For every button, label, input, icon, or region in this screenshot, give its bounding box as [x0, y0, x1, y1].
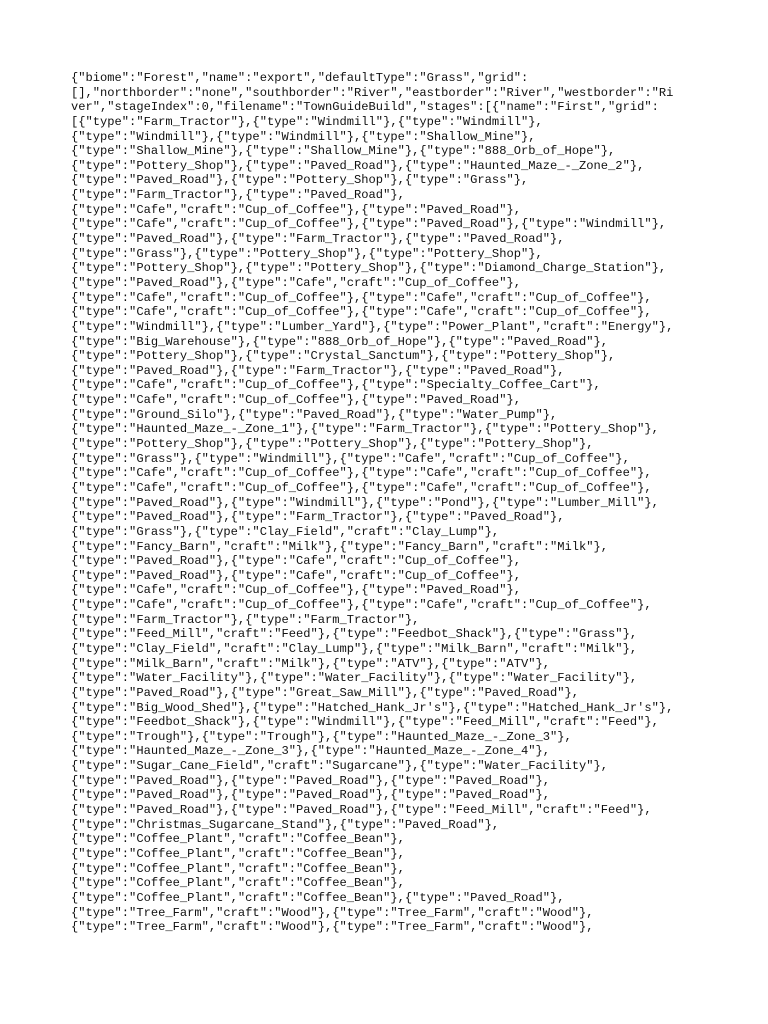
json-text-line: {"type":"Cafe","craft":"Cup_of_Coffee"},{"type":"Cafe","craft":"Cup_of_Coffee"}, [71, 598, 652, 613]
json-text-line: {"type":"Windmill"},{"type":"Lumber_Yard"},{"type":"Power_Plant","craft":"Energy"}, [71, 319, 674, 334]
json-text-line: {"type":"Tree_Farm","craft":"Wood"},{"type":"Tree_Farm","craft":"Wood"}, [71, 905, 594, 920]
json-text-line: {"type":"Paved_Road"},{"type":"Paved_Road"},{"type":"Paved_Road"}, [71, 773, 550, 788]
json-text-line: {"type":"Paved_Road"},{"type":"Pottery_Shop"},{"type":"Grass"}, [71, 173, 529, 188]
json-text-line: {"type":"Big_Warehouse"},{"type":"888_Orb_of_Hope"},{"type":"Paved_Road"}, [71, 334, 609, 349]
json-text-line: {"type":"Cafe","craft":"Cup_of_Coffee"},{"type":"Paved_Road"}, [71, 583, 521, 598]
json-text-line: {"type":"Paved_Road"},{"type":"Farm_Tractor"},{"type":"Paved_Road"}, [71, 510, 565, 525]
json-text-line: {"type":"Paved_Road"},{"type":"Cafe","craft":"Cup_of_Coffee"}, [71, 554, 521, 569]
json-text-line: {"type":"Pottery_Shop"},{"type":"Paved_Road"},{"type":"Haunted_Maze_-_Zone_2"}, [71, 158, 645, 173]
json-text-line: {"type":"Coffee_Plant","craft":"Coffee_Bean"}, [71, 846, 405, 861]
json-text-line: {"type":"Paved_Road"},{"type":"Cafe","craft":"Cup_of_Coffee"}, [71, 275, 521, 290]
json-text-line: {"type":"Coffee_Plant","craft":"Coffee_Bean"}, [71, 861, 405, 876]
json-text-line: {"type":"Coffee_Plant","craft":"Coffee_Bean"}, [71, 832, 405, 847]
json-text-line: {"type":"Grass"},{"type":"Pottery_Shop"},{"type":"Pottery_Shop"}, [71, 246, 543, 261]
json-text-line: {"type":"Trough"},{"type":"Trough"},{"type":"Haunted_Maze_-_Zone_3"}, [71, 729, 572, 744]
json-text-line: {"type":"Grass"},{"type":"Windmill"},{"type":"Cafe","craft":"Cup_of_Coffee"}, [71, 451, 630, 466]
json-text-line: {"type":"Cafe","craft":"Cup_of_Coffee"},{"type":"Paved_Road"},{"type":"Windmill"}, [71, 217, 667, 232]
json-text-line: [{"type":"Farm_Tractor"},{"type":"Windmill"},{"type":"Windmill"}, [71, 114, 543, 129]
json-text-line: {"type":"Cafe","craft":"Cup_of_Coffee"},{"type":"Paved_Road"}, [71, 202, 521, 217]
json-text-line: {"type":"Sugar_Cane_Field","craft":"Sugarcane"},{"type":"Water_Facility"}, [71, 759, 609, 774]
json-text-line: {"type":"Paved_Road"},{"type":"Paved_Road"},{"type":"Feed_Mill","craft":"Feed"}, [71, 803, 652, 818]
json-text-line: {"type":"Haunted_Maze_-_Zone_1"},{"type":"Farm_Tractor"},{"type":"Pottery_Shop"}, [71, 422, 659, 437]
json-text-line: {"type":"Big_Wood_Shed"},{"type":"Hatched_Hank_Jr's"},{"type":"Hatched_Hank_Jr's"}, [71, 700, 674, 715]
json-text-line: {"type":"Pottery_Shop"},{"type":"Pottery_Shop"},{"type":"Diamond_Charge_Station"}, [71, 261, 667, 276]
json-text-line: {"type":"Paved_Road"},{"type":"Cafe","craft":"Cup_of_Coffee"}, [71, 568, 521, 583]
json-text-line: {"type":"Coffee_Plant","craft":"Coffee_Bean"},{"type":"Paved_Road"}, [71, 890, 565, 905]
json-text-line: {"type":"Cafe","craft":"Cup_of_Coffee"},{"type":"Specialty_Coffee_Cart"}, [71, 378, 601, 393]
json-text-block [71, 71, 673, 935]
json-text-line: {"type":"Paved_Road"},{"type":"Great_Saw_Mill"},{"type":"Paved_Road"}, [71, 685, 580, 700]
json-text-line: {"type":"Pottery_Shop"},{"type":"Pottery_Shop"},{"type":"Pottery_Shop"}, [71, 437, 594, 452]
json-text-line: {"type":"Tree_Farm","craft":"Wood"},{"type":"Tree_Farm","craft":"Wood"}, [71, 920, 594, 935]
json-text-line: {"type":"Water_Facility"},{"type":"Water_Facility"},{"type":"Water_Facility"}, [71, 671, 638, 686]
json-text-line: {"type":"Farm_Tractor"},{"type":"Paved_Road"}, [71, 188, 405, 203]
json-text-line: {"type":"Cafe","craft":"Cup_of_Coffee"},{"type":"Cafe","craft":"Cup_of_Coffee"}, [71, 305, 652, 320]
json-text-line: {"type":"Paved_Road"},{"type":"Farm_Tractor"},{"type":"Paved_Road"}, [71, 363, 565, 378]
json-text-line: {"type":"Paved_Road"},{"type":"Windmill"},{"type":"Pond"},{"type":"Lumber_Mill"}, [71, 495, 659, 510]
json-text-line: [],"northborder":"none","southborder":"River","eastborder":"River","westborder":"Ri [71, 85, 674, 100]
json-text-line: {"type":"Haunted_Maze_-_Zone_3"},{"type":"Haunted_Maze_-_Zone_4"}, [71, 744, 550, 759]
json-text-line: {"type":"Farm_Tractor"},{"type":"Farm_Tractor"}, [71, 612, 420, 627]
json-text-line: {"type":"Windmill"},{"type":"Windmill"},{"type":"Shallow_Mine"}, [71, 129, 536, 144]
json-text-line: {"type":"Coffee_Plant","craft":"Coffee_Bean"}, [71, 876, 405, 891]
json-text-line: {"type":"Cafe","craft":"Cup_of_Coffee"},{"type":"Paved_Road"}, [71, 393, 521, 408]
json-text-line: {"type":"Feed_Mill","craft":"Feed"},{"type":"Feedbot_Shack"},{"type":"Grass"}, [71, 627, 638, 642]
json-text-line: {"type":"Pottery_Shop"},{"type":"Crystal_Sanctum"},{"type":"Pottery_Shop"}, [71, 349, 616, 364]
json-text-line: {"type":"Ground_Silo"},{"type":"Paved_Road"},{"type":"Water_Pump"}, [71, 407, 558, 422]
json-text-line: {"biome":"Forest","name":"export","defaultType":"Grass","grid": [71, 71, 529, 85]
json-text-line: {"type":"Paved_Road"},{"type":"Farm_Tractor"},{"type":"Paved_Road"}, [71, 232, 565, 247]
json-text-line: ver","stageIndex":0,"filename":"TownGuideBuild","stages":[{"name":"First","grid": [71, 100, 659, 115]
json-text-line: {"type":"Cafe","craft":"Cup_of_Coffee"},{"type":"Cafe","craft":"Cup_of_Coffee"}, [71, 466, 652, 481]
json-text-line: {"type":"Milk_Barn","craft":"Milk"},{"type":"ATV"},{"type":"ATV"}, [71, 656, 550, 671]
json-text-line: {"type":"Clay_Field","craft":"Clay_Lump"},{"type":"Milk_Barn","craft":"Milk"}, [71, 641, 638, 656]
json-text-line: {"type":"Fancy_Barn","craft":"Milk"},{"type":"Fancy_Barn","craft":"Milk"}, [71, 539, 609, 554]
json-text-line: {"type":"Cafe","craft":"Cup_of_Coffee"},{"type":"Cafe","craft":"Cup_of_Coffee"}, [71, 290, 652, 305]
json-text-line: {"type":"Feedbot_Shack"},{"type":"Windmill"},{"type":"Feed_Mill","craft":"Feed"}, [71, 715, 659, 730]
json-text-line: {"type":"Paved_Road"},{"type":"Paved_Road"},{"type":"Paved_Road"}, [71, 788, 550, 803]
json-text-line: {"type":"Grass"},{"type":"Clay_Field","craft":"Clay_Lump"}, [71, 524, 500, 539]
json-text-line: {"type":"Cafe","craft":"Cup_of_Coffee"},{"type":"Cafe","craft":"Cup_of_Coffee"}, [71, 480, 652, 495]
json-text-line: {"type":"Christmas_Sugarcane_Stand"},{"type":"Paved_Road"}, [71, 817, 500, 832]
json-text-line: {"type":"Shallow_Mine"},{"type":"Shallow_Mine"},{"type":"888_Orb_of_Hope"}, [71, 144, 616, 159]
